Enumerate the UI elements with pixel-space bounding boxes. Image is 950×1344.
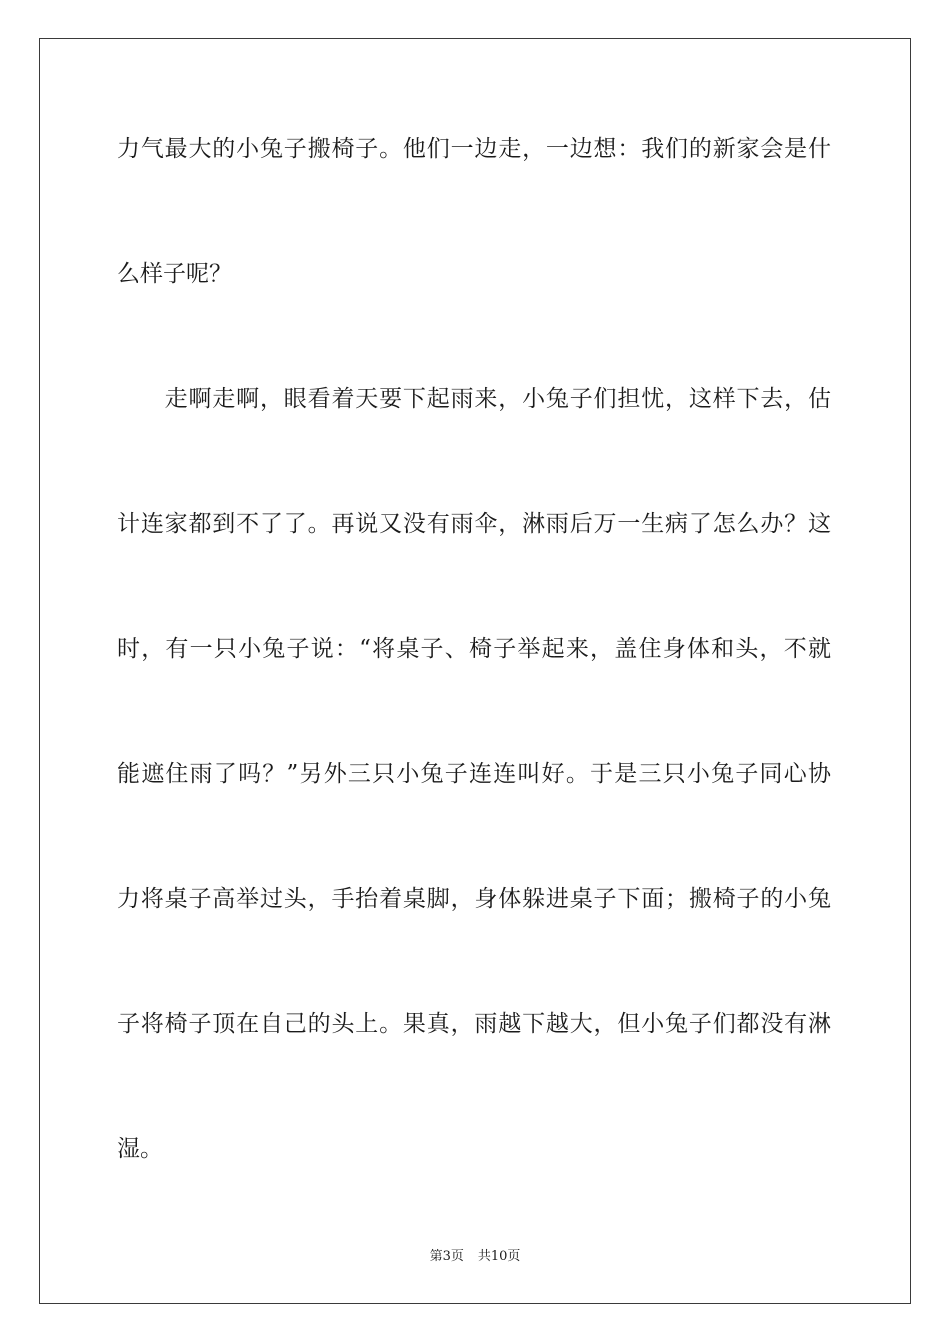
- body-text-line: 力将桌子高举过头，手抬着桌脚，身体躲进桌子下面；搬椅子的小兔: [117, 886, 831, 912]
- body-text-line: 时，有一只小兔子说：“将桌子、椅子举起来，盖住身体和头，不就: [117, 636, 831, 662]
- body-text-line: 能遮住雨了吗？”另外三只小兔子连连叫好。于是三只小兔子同心协: [117, 761, 831, 787]
- body-text-line: 么样子呢？: [117, 261, 232, 287]
- body-text-line: 湿。: [117, 1136, 163, 1162]
- page-footer: [0, 1249, 950, 1265]
- body-text-line: 走啊走啊，眼看着天要下起雨来，小兔子们担忧，这样下去，估: [117, 386, 831, 412]
- page-total: 共10页: [477, 1249, 521, 1264]
- page-number: 第3页: [429, 1249, 464, 1264]
- body-text-line: 力气最大的小兔子搬椅子。他们一边走，一边想：我们的新家会是什: [117, 136, 831, 162]
- page-frame: [39, 38, 911, 1304]
- body-text-line: 计连家都到不了了。再说又没有雨伞，淋雨后万一生病了怎么办？这: [117, 511, 831, 537]
- body-text-line: 子将椅子顶在自己的头上。果真，雨越下越大，但小兔子们都没有淋: [117, 1011, 831, 1037]
